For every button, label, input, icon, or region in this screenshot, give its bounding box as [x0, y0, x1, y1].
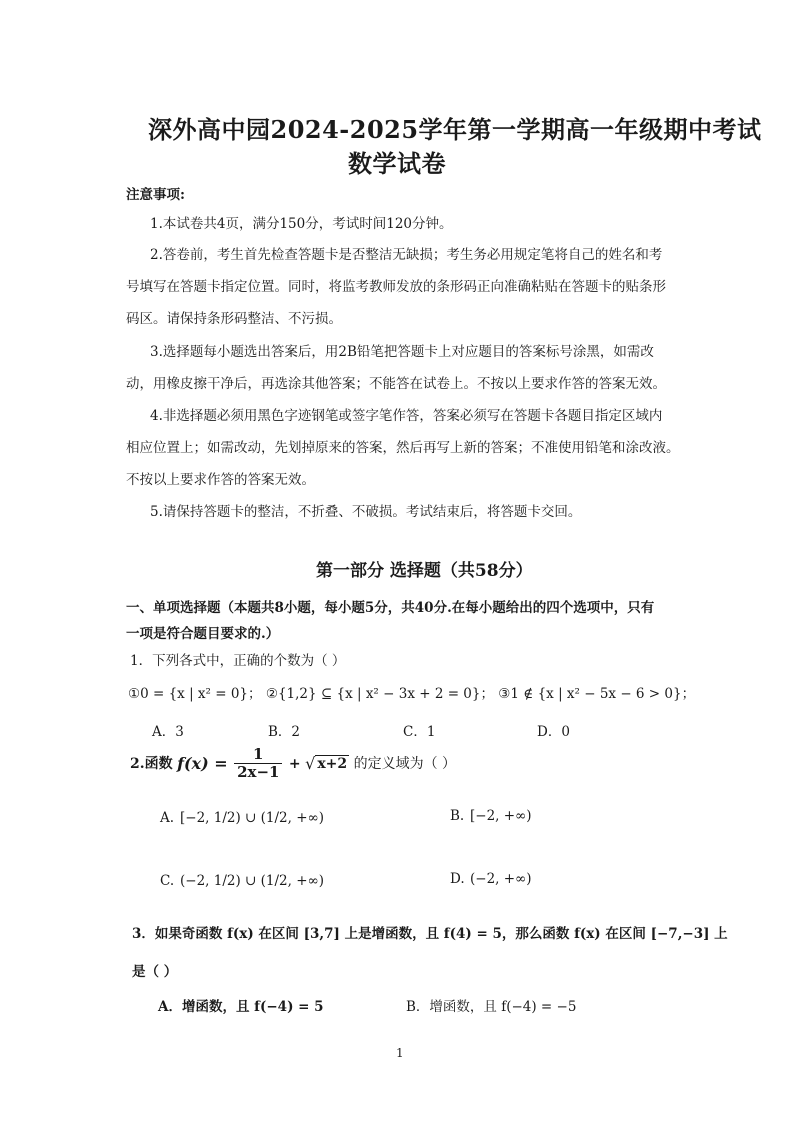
q3-option-b: B．增函数，且 f(−4) = −5 — [406, 999, 577, 1015]
q2-option-d: (−2, +∞) — [470, 871, 532, 887]
notice-item-5: 5.请保持答题卡的整洁，不折叠、不破损。考试结束后，将答题卡交回。 — [150, 504, 582, 520]
q1-s2-label: ② — [265, 686, 278, 702]
q2-radicand: x+2 — [317, 755, 348, 772]
q2-function-name: f(x) = — [177, 753, 228, 773]
q2-option-c: (−2, 1/2) ∪ (1/2, +∞) — [180, 873, 325, 889]
q2-option-d-label: D. — [450, 871, 465, 887]
q2-option-a-label: A. — [160, 810, 175, 826]
page-number: 1 — [396, 1046, 404, 1060]
q1-option-a: A．3 — [152, 724, 184, 740]
q1-option-c: C．1 — [403, 724, 436, 740]
q1-sep-2: ； — [480, 686, 494, 702]
q2-option-b: [−2, +∞) — [470, 808, 532, 824]
notice-item-4c: 不按以上要求作答的答案无效。 — [126, 472, 315, 488]
exam-title-line2: 数学试卷 — [348, 149, 446, 178]
notice-heading: 注意事项: — [126, 187, 185, 203]
q1-statements — [128, 682, 695, 702]
section1-instruction-line2: 一项是符合题目要求的.） — [126, 626, 280, 642]
q1-statement-3: 1 ∉ {x | x² − 5x − 6 > 0} — [510, 686, 682, 702]
q3-stem-line2: 是（ ） — [132, 964, 178, 980]
q2-suffix: 的定义域为（ ） — [353, 755, 457, 772]
q1-stem: 1．下列各式中，正确的个数为（ ） — [130, 653, 346, 669]
notice-item-3b: 动，用橡皮擦干净后，再选涂其他答案；不能答在试卷上。不按以上要求作答的答案无效。 — [126, 376, 666, 392]
notice-item-2b: 号填写在答题卡指定位置。同时，将监考教师发放的条形码正向准确粘贴在答题卡的贴条形 — [126, 279, 666, 295]
q2-stem — [130, 746, 456, 782]
sqrt-icon: √ — [305, 753, 316, 773]
q1-sep-3: ； — [681, 686, 696, 702]
q2-option-b-label: B. — [450, 808, 465, 824]
q2-numerator: 1 — [234, 746, 282, 764]
notice-item-4a: 4.非选择题必须用黑色字迹钢笔或签字笔作答，答案必须写在答题卡各题目指定区域内 — [150, 408, 663, 424]
q1-statement-1: 0 = {x | x² = 0} — [140, 686, 249, 702]
q2-fraction — [234, 746, 282, 782]
notice-item-1: 1.本试卷共4页，满分150分，考试时间120分钟。 — [150, 216, 453, 232]
q1-sep-1: ； — [248, 686, 262, 702]
q1-option-b: B．2 — [268, 724, 301, 740]
q2-prefix: 2.函数 — [130, 755, 173, 772]
section1-instruction-line1: 一、单项选择题（本题共8小题，每小题5分，共40分.在每小题给出的四个选项中，只有 — [126, 600, 655, 616]
q1-s1-label: ① — [128, 686, 141, 702]
q2-plus: + — [288, 755, 301, 772]
notice-item-3a: 3.选择题每小题选出答案后，用2B铅笔把答题卡上对应题目的答案标号涂黑，如需改 — [150, 344, 654, 360]
q1-option-d: D．0 — [537, 724, 570, 740]
q3-stem-line1: 3．如果奇函数 f(x) 在区间 [3,7] 上是增函数，且 f(4) = 5，那么函数 f(x) 在区间 [−7,−3] 上 — [132, 926, 728, 942]
notice-item-4b: 相应位置上；如需改动，先划掉原来的答案，然后再写上新的答案；不准使用铅笔和涂改液。 — [126, 440, 680, 456]
q1-statement-2: {1,2} ⊆ {x | x² − 3x + 2 = 0} — [277, 686, 481, 702]
q1-s3-label: ③ — [498, 686, 511, 702]
notice-item-2a: 2.答卷前，考生首先检查答题卡是否整洁无缺损；考生务必用规定笔将自己的姓名和考 — [150, 247, 663, 263]
q3-option-a: A．增函数，且 f(−4) = 5 — [158, 999, 324, 1015]
q2-option-c-label: C. — [160, 873, 175, 889]
part1-heading: 第一部分 选择题（共58分） — [316, 561, 533, 581]
exam-title-line1: 深外高中园2024-2025学年第一学期高一年级期中考试 — [148, 115, 762, 144]
notice-item-2c: 码区。请保持条形码整洁、不污损。 — [126, 311, 342, 327]
q2-denominator: 2x−1 — [237, 763, 280, 782]
q2-option-a: [−2, 1/2) ∪ (1/2, +∞) — [180, 810, 325, 826]
